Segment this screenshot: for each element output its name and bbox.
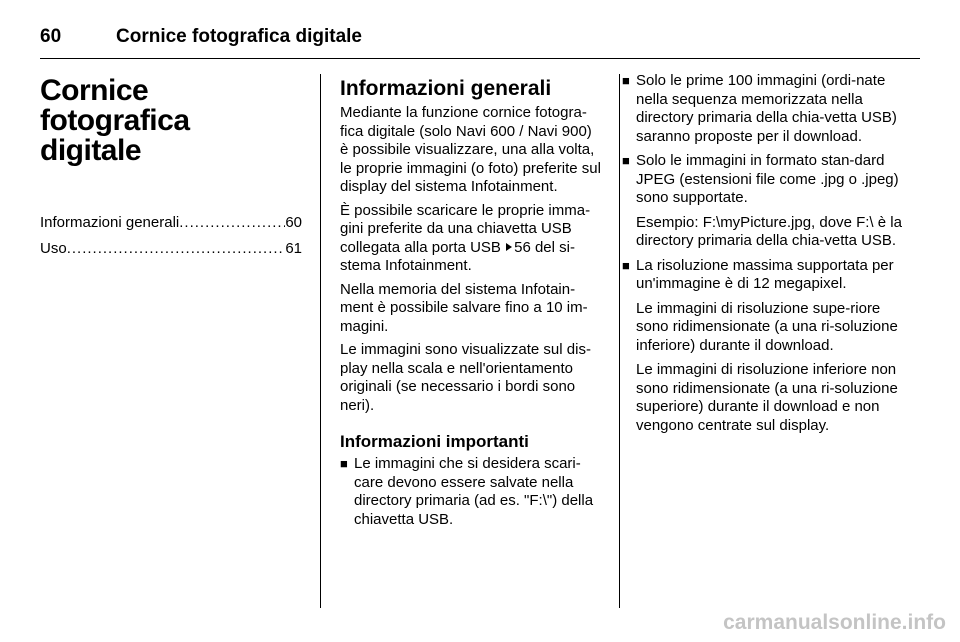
toc-entry-general[interactable] [40, 210, 302, 236]
page-header [40, 18, 920, 58]
general-info-column [340, 72, 602, 535]
chapter-column [40, 72, 302, 262]
toc-label: Informazioni generali [40, 214, 180, 231]
bullet-text-detail-1: Le immagini di risoluzione supe-riore sono ridimensionate (a una ri-soluzione inferiore) durante il download. [636, 299, 898, 354]
general-paragraph-1: Mediante la funzione cornice fotogra-fica digitale (solo Navi 600 / Navi 900) è possibile visualizzare, una alla volta, le proprie immagini (o foto) preferite sul display del sistema Infotainment. [340, 104, 601, 195]
bullet-text: Le immagini che si desidera scari-care devono essere salvate nella directory primaria (ad es. "F:\") della chiavetta USB. [354, 455, 594, 528]
bullet-square-icon: ■ [622, 153, 630, 168]
toc-page: 61 [285, 240, 302, 257]
chapter-title-line1: Cornice fotografica [40, 74, 190, 137]
general-paragraph-4: Le immagini sono visualizzate sul dis-play nella scala e nell'orientamento originali (se necessario i bordi sono neri). [340, 341, 591, 414]
column-divider-left [320, 74, 321, 608]
bullet-text: Solo le immagini in formato stan-dard JPEG (estensioni file come .jpg o .jpeg) sono supportate. [636, 152, 899, 206]
toc-entry-uso[interactable] [40, 236, 302, 262]
toc-page: 60 [285, 214, 302, 231]
important-info-column [622, 72, 906, 441]
bullet-square-icon: ■ [340, 456, 348, 471]
page-reference-arrow-icon [506, 243, 512, 251]
running-title: Cornice fotografica digitale [116, 26, 362, 47]
section-title-important: Informazioni importanti [340, 432, 529, 451]
bullet-text-detail-2: Le immagini di risoluzione inferiore non sono ridimensionate (a una ri-soluzione superiore) durante il download e non vengono centrate sul display. [636, 361, 898, 434]
page-number: 60 [40, 26, 62, 47]
section-title-general: Informazioni generali [340, 77, 552, 100]
column-divider-right [619, 74, 620, 608]
page-reference[interactable]: 56 del si-stema Infotainment. [340, 238, 575, 274]
bullet-square-icon: ■ [622, 257, 630, 273]
list-item [622, 72, 906, 146]
watermark: carmanualsonline.info [723, 611, 946, 634]
list-item [622, 152, 906, 251]
toc-label: Uso [40, 240, 67, 257]
general-paragraph-2-text: È possibile scaricare le proprie imma-gini preferite da una chiavetta USB collegata alla porta USB [340, 201, 591, 256]
toc-leader [67, 236, 286, 262]
chapter-title [40, 76, 302, 166]
list-item [340, 455, 602, 529]
toc-leader [179, 210, 285, 236]
bullet-text-example: Esempio: F:\myPicture.jpg, dove F:\ è la directory primaria della chia-vetta USB. [636, 213, 902, 249]
bullet-text: Solo le prime 100 immagini (ordi-nate nella sequenza memorizzata nella directory primaria della chia-vetta USB) saranno proposte per il download. [636, 72, 897, 145]
bullet-text: La risoluzione massima supportata per un'immagine è di 12 megapixel. [636, 256, 894, 292]
bullet-square-icon: ■ [622, 73, 630, 88]
list-item [622, 257, 906, 436]
general-paragraph-2 [340, 202, 602, 276]
chapter-title-line2: digitale [40, 134, 142, 167]
general-paragraph-3: Nella memoria del sistema Infotain-ment è possibile salvare fino a 10 im-magini. [340, 280, 588, 335]
header-divider [40, 58, 920, 59]
